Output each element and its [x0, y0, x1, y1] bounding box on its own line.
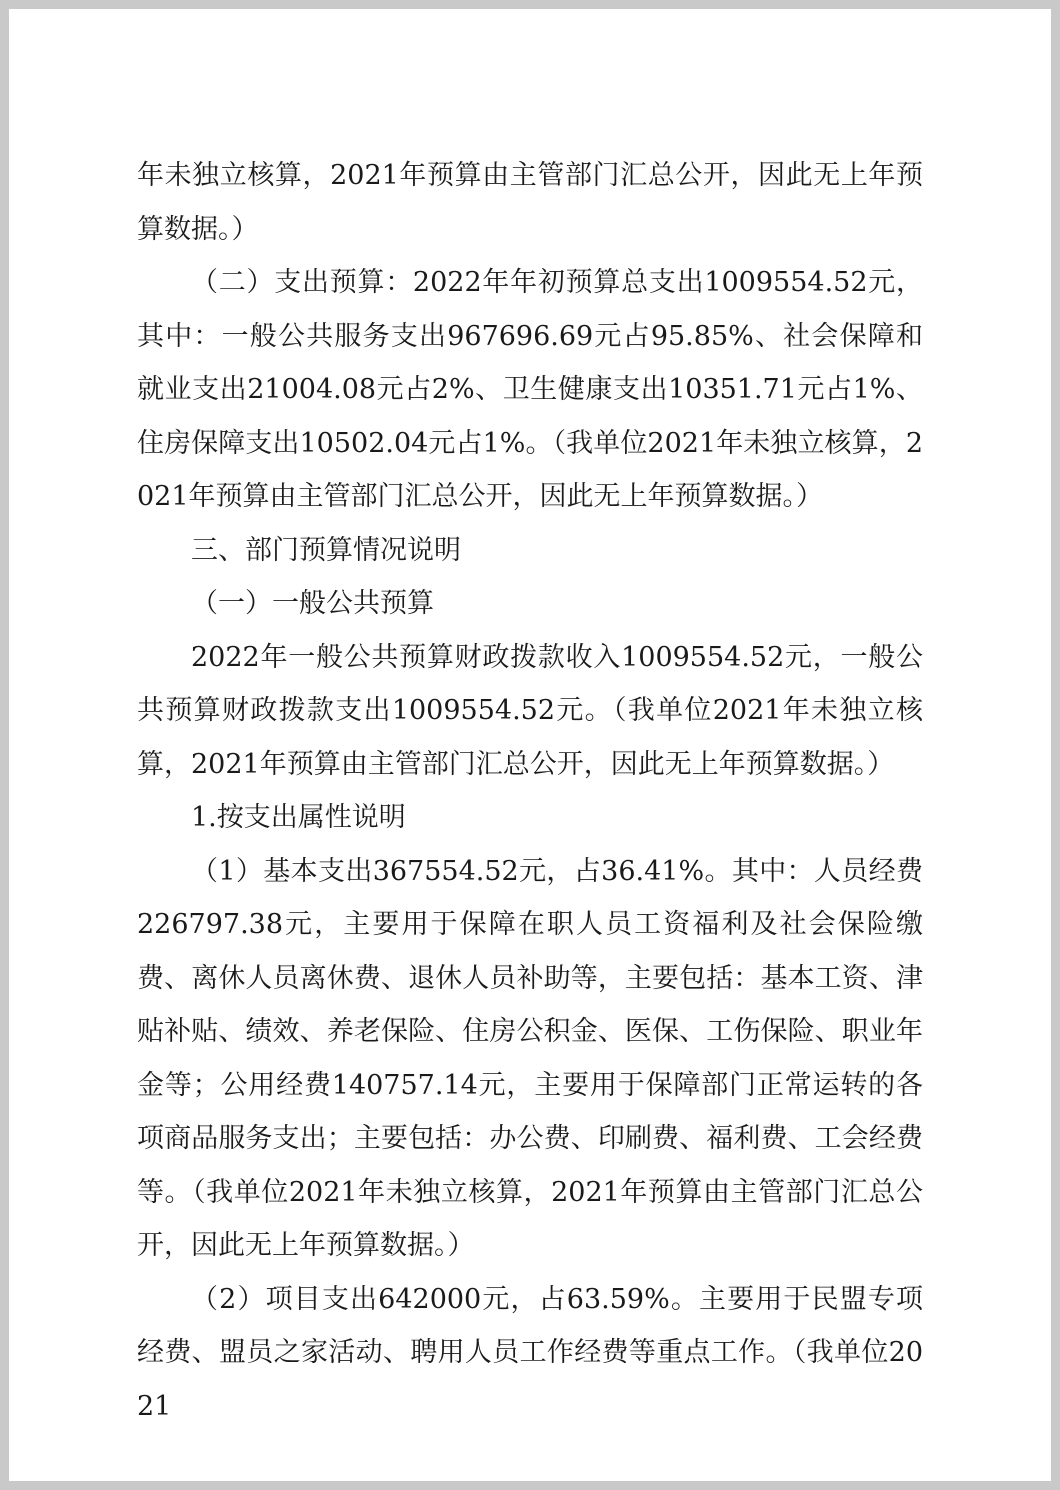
subheading-by-attribute: 1.按支出属性说明 [191, 802, 406, 833]
section-heading-3: 三、部门预算情况说明 [191, 534, 461, 566]
subheading-general-budget: （一）一般公共预算 [191, 588, 434, 619]
paragraph-general-budget: 2022年一般公共预算财政拨款收入1009554.52元，一般公共预算财政拨款支出1009554.52元。（我单位2021年未独立核算，2021年预算由主管部门汇总公开，因此无上年预算数据。） [137, 641, 923, 780]
document-page [9, 9, 1051, 1481]
document-body [137, 149, 923, 1433]
paragraph-project-expenditure: （2）项目支出642000元，占63.59%。主要用于民盟专项经费、盟员之家活动、聘用人员工作经费等重点工作。（我单位2021 [137, 1283, 923, 1422]
paragraph-basic-expenditure: （1）基本支出367554.52元，占36.41%。其中：人员经费226797.38元，主要用于保障在职人员工资福利及社会保险缴费、离休人员离休费、退休人员补助等，主要包括：基本工资、津贴补贴、绩效、养老保险、住房公积金、医保、工伤保险、职业年金等；公用经费140757.14元，主要用于保障部门正常运转的各项商品服务支出；主要包括：办公费、印刷费、福利费、工会经费等。（我单位2021年未独立核算，2021年预算由主管部门汇总公开，因此无上年预算数据。） [137, 855, 923, 1261]
paragraph-expenditure-budget: （二）支出预算：2022年年初预算总支出1009554.52元，其中：一般公共服务支出967696.69元占95.85%、社会保障和就业支出21004.08元占2%、卫生健康支出10351.71元占1%、住房保障支出10502.04元占1%。（我单位2021年未独立核算，2021年预算由主管部门汇总公开，因此无上年预算数据。） [137, 267, 923, 512]
paragraph-continuation: 年未独立核算，2021年预算由主管部门汇总公开，因此无上年预算数据。） [137, 160, 923, 245]
